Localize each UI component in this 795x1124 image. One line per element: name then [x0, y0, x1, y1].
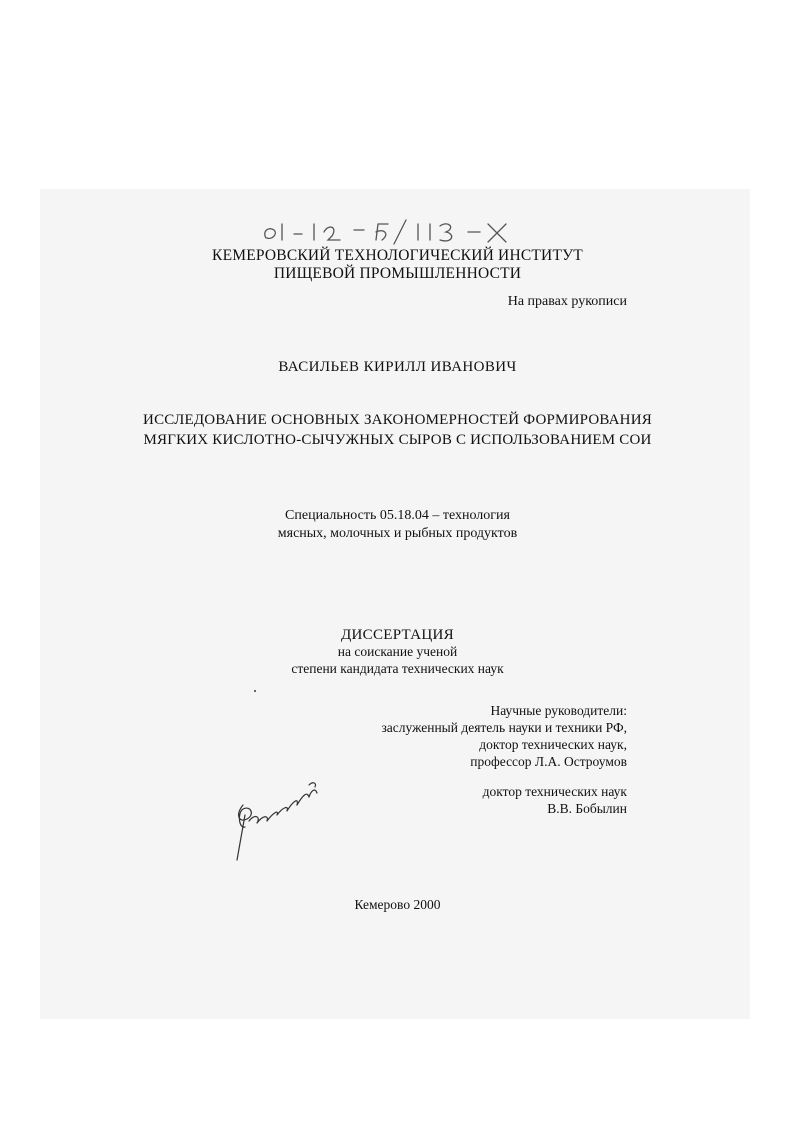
advisor1-line-2: доктор технических наук, — [479, 737, 627, 752]
institute-name-line-2: ПИЩЕВОЙ ПРОМЫШЛЕННОСТИ — [273, 265, 522, 282]
author-name: ВАСИЛЬЕВ КИРИЛЛ ИВАНОВИЧ — [278, 359, 517, 375]
advisor2-line-1: доктор технических наук — [482, 784, 627, 799]
advisors-heading: Научные руководители: — [490, 703, 627, 718]
dissertation-line-1: на соискание ученой — [337, 644, 458, 659]
scanned-page-area — [40, 189, 750, 1019]
handwritten-catalog-number — [258, 210, 518, 250]
thesis-title-line-2: МЯГКИХ КИСЛОТНО-СЫЧУЖНЫХ СЫРОВ С ИСПОЛЬЗОВАНИЕМ СОИ — [143, 432, 652, 448]
handwritten-signature — [225, 775, 325, 865]
scan-speck — [254, 690, 256, 692]
specialty-line-1: Специальность 05.18.04 – технология — [285, 508, 510, 523]
thesis-title-line-1: ИССЛЕДОВАНИЕ ОСНОВНЫХ ЗАКОНОМЕРНОСТЕЙ ФОРМИРОВАНИЯ — [143, 412, 652, 428]
city-and-year: Кемерово 2000 — [354, 897, 441, 912]
advisor1-line-3: профессор Л.А. Остроумов — [470, 754, 627, 769]
advisor1-line-1: заслуженный деятель науки и техники РФ, — [381, 720, 627, 735]
institute-name-line-1: КЕМЕРОВСКИЙ ТЕХНОЛОГИЧЕСКИЙ ИНСТИТУТ — [212, 247, 583, 264]
specialty-line-2: мясных, молочных и рыбных продуктов — [277, 526, 518, 541]
dissertation-line-2: степени кандидата технических наук — [291, 661, 504, 676]
rights-note: На правах рукописи — [507, 294, 627, 309]
dissertation-heading: ДИССЕРТАЦИЯ — [341, 627, 454, 643]
advisor2-line-2: В.В. Бобылин — [547, 801, 627, 816]
